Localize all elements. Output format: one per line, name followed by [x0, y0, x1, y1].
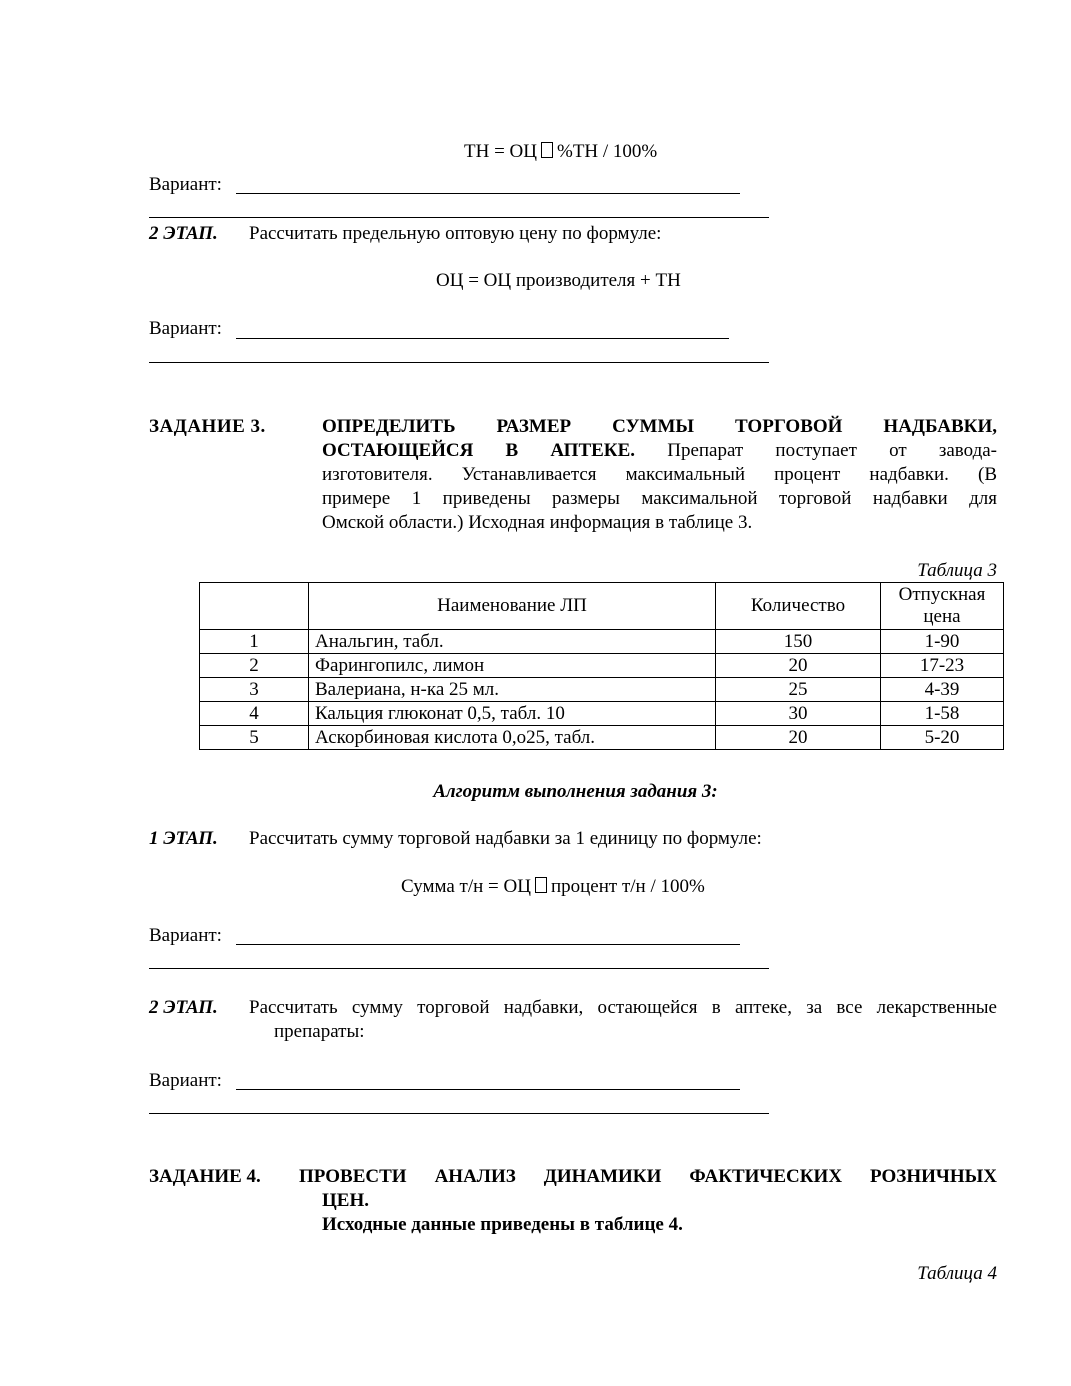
table-cell: 4-39: [881, 678, 1004, 702]
table-cell: 17-23: [881, 654, 1004, 678]
table-cell: 2: [200, 654, 309, 678]
formula-sum: [401, 875, 705, 899]
answer-line[interactable]: [149, 1113, 769, 1114]
formula-oc: ОЦ = ОЦ производителя + ТН: [436, 270, 681, 291]
table-cell: 5: [200, 726, 309, 750]
table-cell: Анальгин, табл.: [309, 630, 716, 654]
table-cell: Аскорбиновая кислота 0,о25, табл.: [309, 726, 716, 750]
answer-line[interactable]: [149, 968, 769, 969]
stage-text: препараты:: [274, 1021, 365, 1042]
stage-text: Рассчитать сумму торговой надбавки за 1 единицу по формуле:: [249, 828, 762, 849]
answer-line[interactable]: [236, 1089, 740, 1090]
column-header: Наименование ЛП: [309, 583, 716, 630]
stage-label: 1 ЭТАП.: [149, 828, 218, 849]
stage-label: 2 ЭТАП.: [149, 997, 218, 1018]
table-row: [200, 654, 1004, 678]
task-text-span: Препарат поступает от завода-: [667, 440, 998, 461]
formula-th: [464, 140, 657, 164]
table-row: [200, 702, 1004, 726]
answer-line[interactable]: [236, 193, 740, 194]
variant-label: Вариант:: [149, 1070, 222, 1091]
table-cell: 4: [200, 702, 309, 726]
table-caption: Таблица 4: [917, 1263, 997, 1284]
missing-glyph-icon: [535, 877, 547, 893]
task-text-line: Исходные данные приведены в таблице 4.: [322, 1214, 683, 1235]
table-row: [200, 678, 1004, 702]
answer-line[interactable]: [236, 338, 729, 339]
formula-sum-right: процент т/н / 100%: [550, 876, 705, 897]
missing-glyph-icon: [541, 142, 553, 158]
algorithm-title: Алгоритм выполнения задания 3:: [433, 781, 718, 802]
column-header: [200, 583, 309, 630]
task-text-line: Омской области.) Исходная информация в таблице 3.: [322, 512, 753, 533]
table-cell: 20: [716, 726, 881, 750]
task-title-line: ОПРЕДЕЛИТЬ РАЗМЕР СУММЫ ТОРГОВОЙ НАДБАВКИ,: [322, 416, 997, 437]
column-header: Количество: [716, 583, 881, 630]
table-caption: Таблица 3: [917, 560, 997, 581]
table-cell: 3: [200, 678, 309, 702]
task-text-line: [322, 439, 997, 463]
task-label: ЗАДАНИЕ 3.: [149, 416, 266, 437]
table-cell: Кальция глюконат 0,5, табл. 10: [309, 702, 716, 726]
stage-text: Рассчитать предельную оптовую цену по формуле:: [249, 223, 662, 244]
task-label: ЗАДАНИЕ 4.: [149, 1166, 261, 1187]
table-cell: Фарингопилс, лимон: [309, 654, 716, 678]
task-text-line: изготовителя. Устанавливается максимальный процент надбавки. (В: [322, 464, 997, 485]
answer-line[interactable]: [149, 217, 769, 218]
column-header: Отпускная цена: [881, 583, 1004, 630]
table-cell: 1-58: [881, 702, 1004, 726]
table-cell: 25: [716, 678, 881, 702]
task-text-line: примере 1 приведены размеры максимальной торговой надбавки для: [322, 488, 997, 509]
answer-line[interactable]: [236, 944, 740, 945]
table-cell: 20: [716, 654, 881, 678]
table-cell: 1-90: [881, 630, 1004, 654]
variant-label: Вариант:: [149, 925, 222, 946]
formula-sum-left: Сумма т/н = ОЦ: [401, 876, 531, 897]
stage-text: Рассчитать сумму торговой надбавки, остающейся в аптеке, за все лекарственные: [249, 997, 997, 1018]
table-cell: 1: [200, 630, 309, 654]
formula-th-left: ТН = ОЦ: [464, 141, 537, 162]
table-row: [200, 726, 1004, 750]
task-title-line: ЦЕН.: [322, 1190, 369, 1211]
task-title-line: ПРОВЕСТИ АНАЛИЗ ДИНАМИКИ ФАКТИЧЕСКИХ РОЗНИЧНЫХ: [299, 1166, 997, 1187]
table-cell: 150: [716, 630, 881, 654]
stage-label: 2 ЭТАП.: [149, 223, 218, 244]
task-title-bold: ОСТАЮЩЕЙСЯ В АПТЕКЕ.: [322, 440, 635, 461]
table-cell: 5-20: [881, 726, 1004, 750]
table-cell: 30: [716, 702, 881, 726]
table-header-row: [200, 583, 1004, 630]
table-row: [200, 630, 1004, 654]
answer-line[interactable]: [149, 362, 769, 363]
data-table: [199, 582, 1004, 750]
variant-label: Вариант:: [149, 318, 222, 339]
formula-th-right: %ТН / 100%: [557, 141, 658, 162]
table-cell: Валериана, н-ка 25 мл.: [309, 678, 716, 702]
variant-label: Вариант:: [149, 174, 222, 195]
